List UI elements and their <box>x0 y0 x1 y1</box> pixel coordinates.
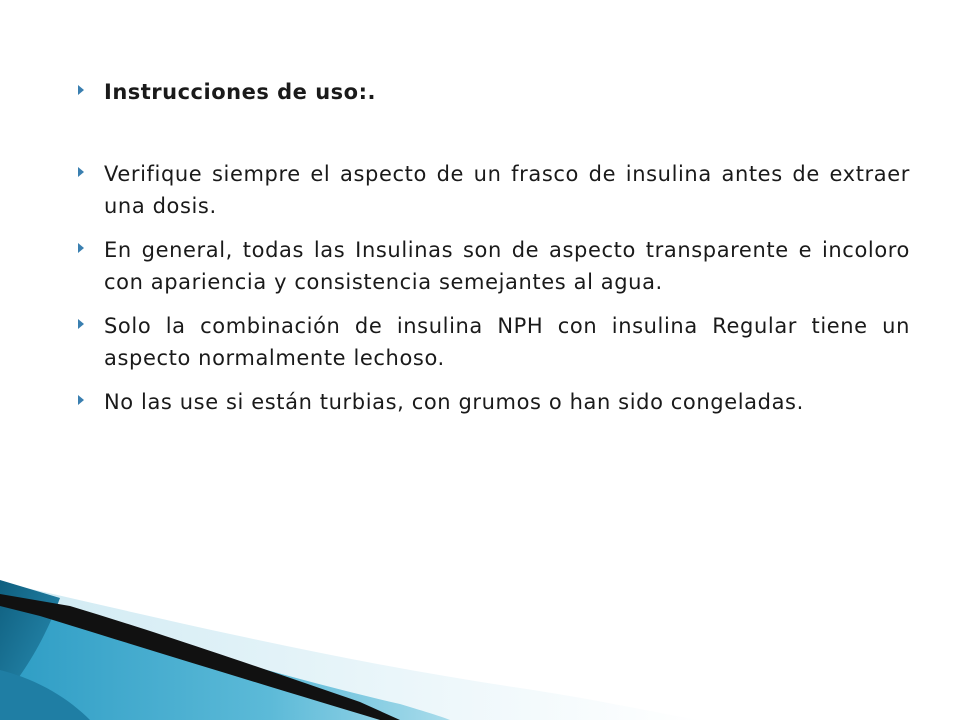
triangle-right-icon <box>78 167 84 177</box>
bullet-item <box>76 158 910 222</box>
triangle-right-icon <box>78 243 84 253</box>
bullet-item <box>76 234 910 298</box>
bullet-list <box>76 76 910 418</box>
bullet-item <box>76 310 910 374</box>
bullet-text: Solo la combinación de insulina NPH con insulina Regular tiene un aspecto normalmente lechoso. <box>104 314 910 370</box>
bullet-text: Verifique siempre el aspecto de un frasco de insulina antes de extraer una dosis. <box>104 162 910 218</box>
bullet-heading <box>76 76 910 108</box>
bullet-item <box>76 386 910 418</box>
decorative-wave <box>0 580 960 720</box>
triangle-right-icon <box>78 319 84 329</box>
triangle-right-icon <box>78 395 84 405</box>
bullet-text: En general, todas las Insulinas son de aspecto transparente e incoloro con apariencia y consistencia semejantes al agua. <box>104 238 910 294</box>
bullet-text: No las use si están turbias, con grumos o han sido congeladas. <box>104 390 804 414</box>
triangle-right-icon <box>78 85 84 95</box>
heading-text: Instrucciones de uso:. <box>104 80 376 104</box>
